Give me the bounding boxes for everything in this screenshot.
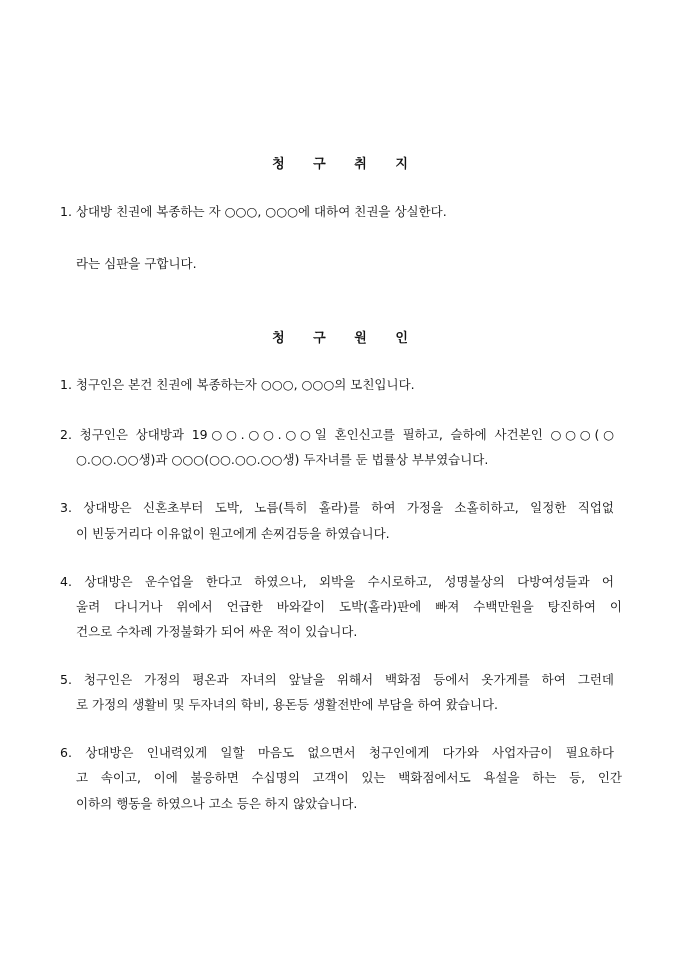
claim-purpose-heading: 청 구 취 지 (272, 157, 408, 172)
claim-cause-item-2-line-1: 2. 청구인은 상대방과 19○○.○○.○○일 혼인신고를 필하고, 슬하에 사건본인 ○○○(○ (60, 427, 614, 442)
claim-cause-item-4-line-2: 울려 다니거나 위에서 언급한 바와같이 도박(홀라)판에 빠져 수백만원을 탕진하여 이 (76, 599, 622, 614)
claim-cause-item-3-line-1: 3. 상대방은 신혼초부터 도박, 노름(특히 홀라)를 하여 가정을 소홀히하고, 일정한 직업없 (60, 500, 614, 515)
claim-purpose-item-1: 1. 상대방 친권에 복종하는 자 ○○○, ○○○에 대하여 친권을 상실한다. (60, 204, 447, 219)
claim-purpose-closing: 라는 심판을 구합니다. (76, 256, 197, 271)
claim-cause-item-5-line-2: 로 가정의 생활비 및 두자녀의 학비, 용돈등 생활전반에 부담을 하여 왔습니다. (76, 697, 499, 712)
claim-cause-item-6-line-3: 이하의 행동을 하였으나 고소 등은 하지 않았습니다. (76, 796, 358, 811)
claim-cause-item-3-line-2: 이 빈둥거리다 이유없이 원고에게 손찌검등을 하였습니다. (76, 526, 390, 541)
claim-cause-item-6-line-2: 고 속이고, 이에 불응하면 수십명의 고객이 있는 백화점에서도 욕설을 하는 등, 인간 (76, 770, 622, 785)
claim-cause-heading: 청 구 원 인 (272, 331, 408, 346)
claim-cause-item-6-line-1: 6. 상대방은 인내력있게 일할 마음도 없으면서 청구인에게 다가와 사업자금이 필요하다 (60, 745, 614, 760)
claim-cause-item-5-line-1: 5. 청구인은 가정의 평온과 자녀의 앞날을 위해서 백화점 등에서 옷가게를 하여 그런데 (60, 672, 614, 687)
claim-cause-item-1: 1. 청구인은 본건 친권에 복종하는자 ○○○, ○○○의 모친입니다. (60, 377, 415, 392)
claim-cause-item-4-line-3: 건으로 수차례 가정불화가 되어 싸운 적이 있습니다. (76, 624, 358, 639)
claim-cause-item-2-line-2: ○.○○.○○생)과 ○○○(○○.○○.○○생) 두자녀를 둔 법률상 부부였습니다. (76, 452, 489, 467)
claim-cause-item-4-line-1: 4. 상대방은 운수업을 한다고 하였으나, 외박을 수시로하고, 성명불상의 다방여성들과 어 (60, 574, 614, 589)
